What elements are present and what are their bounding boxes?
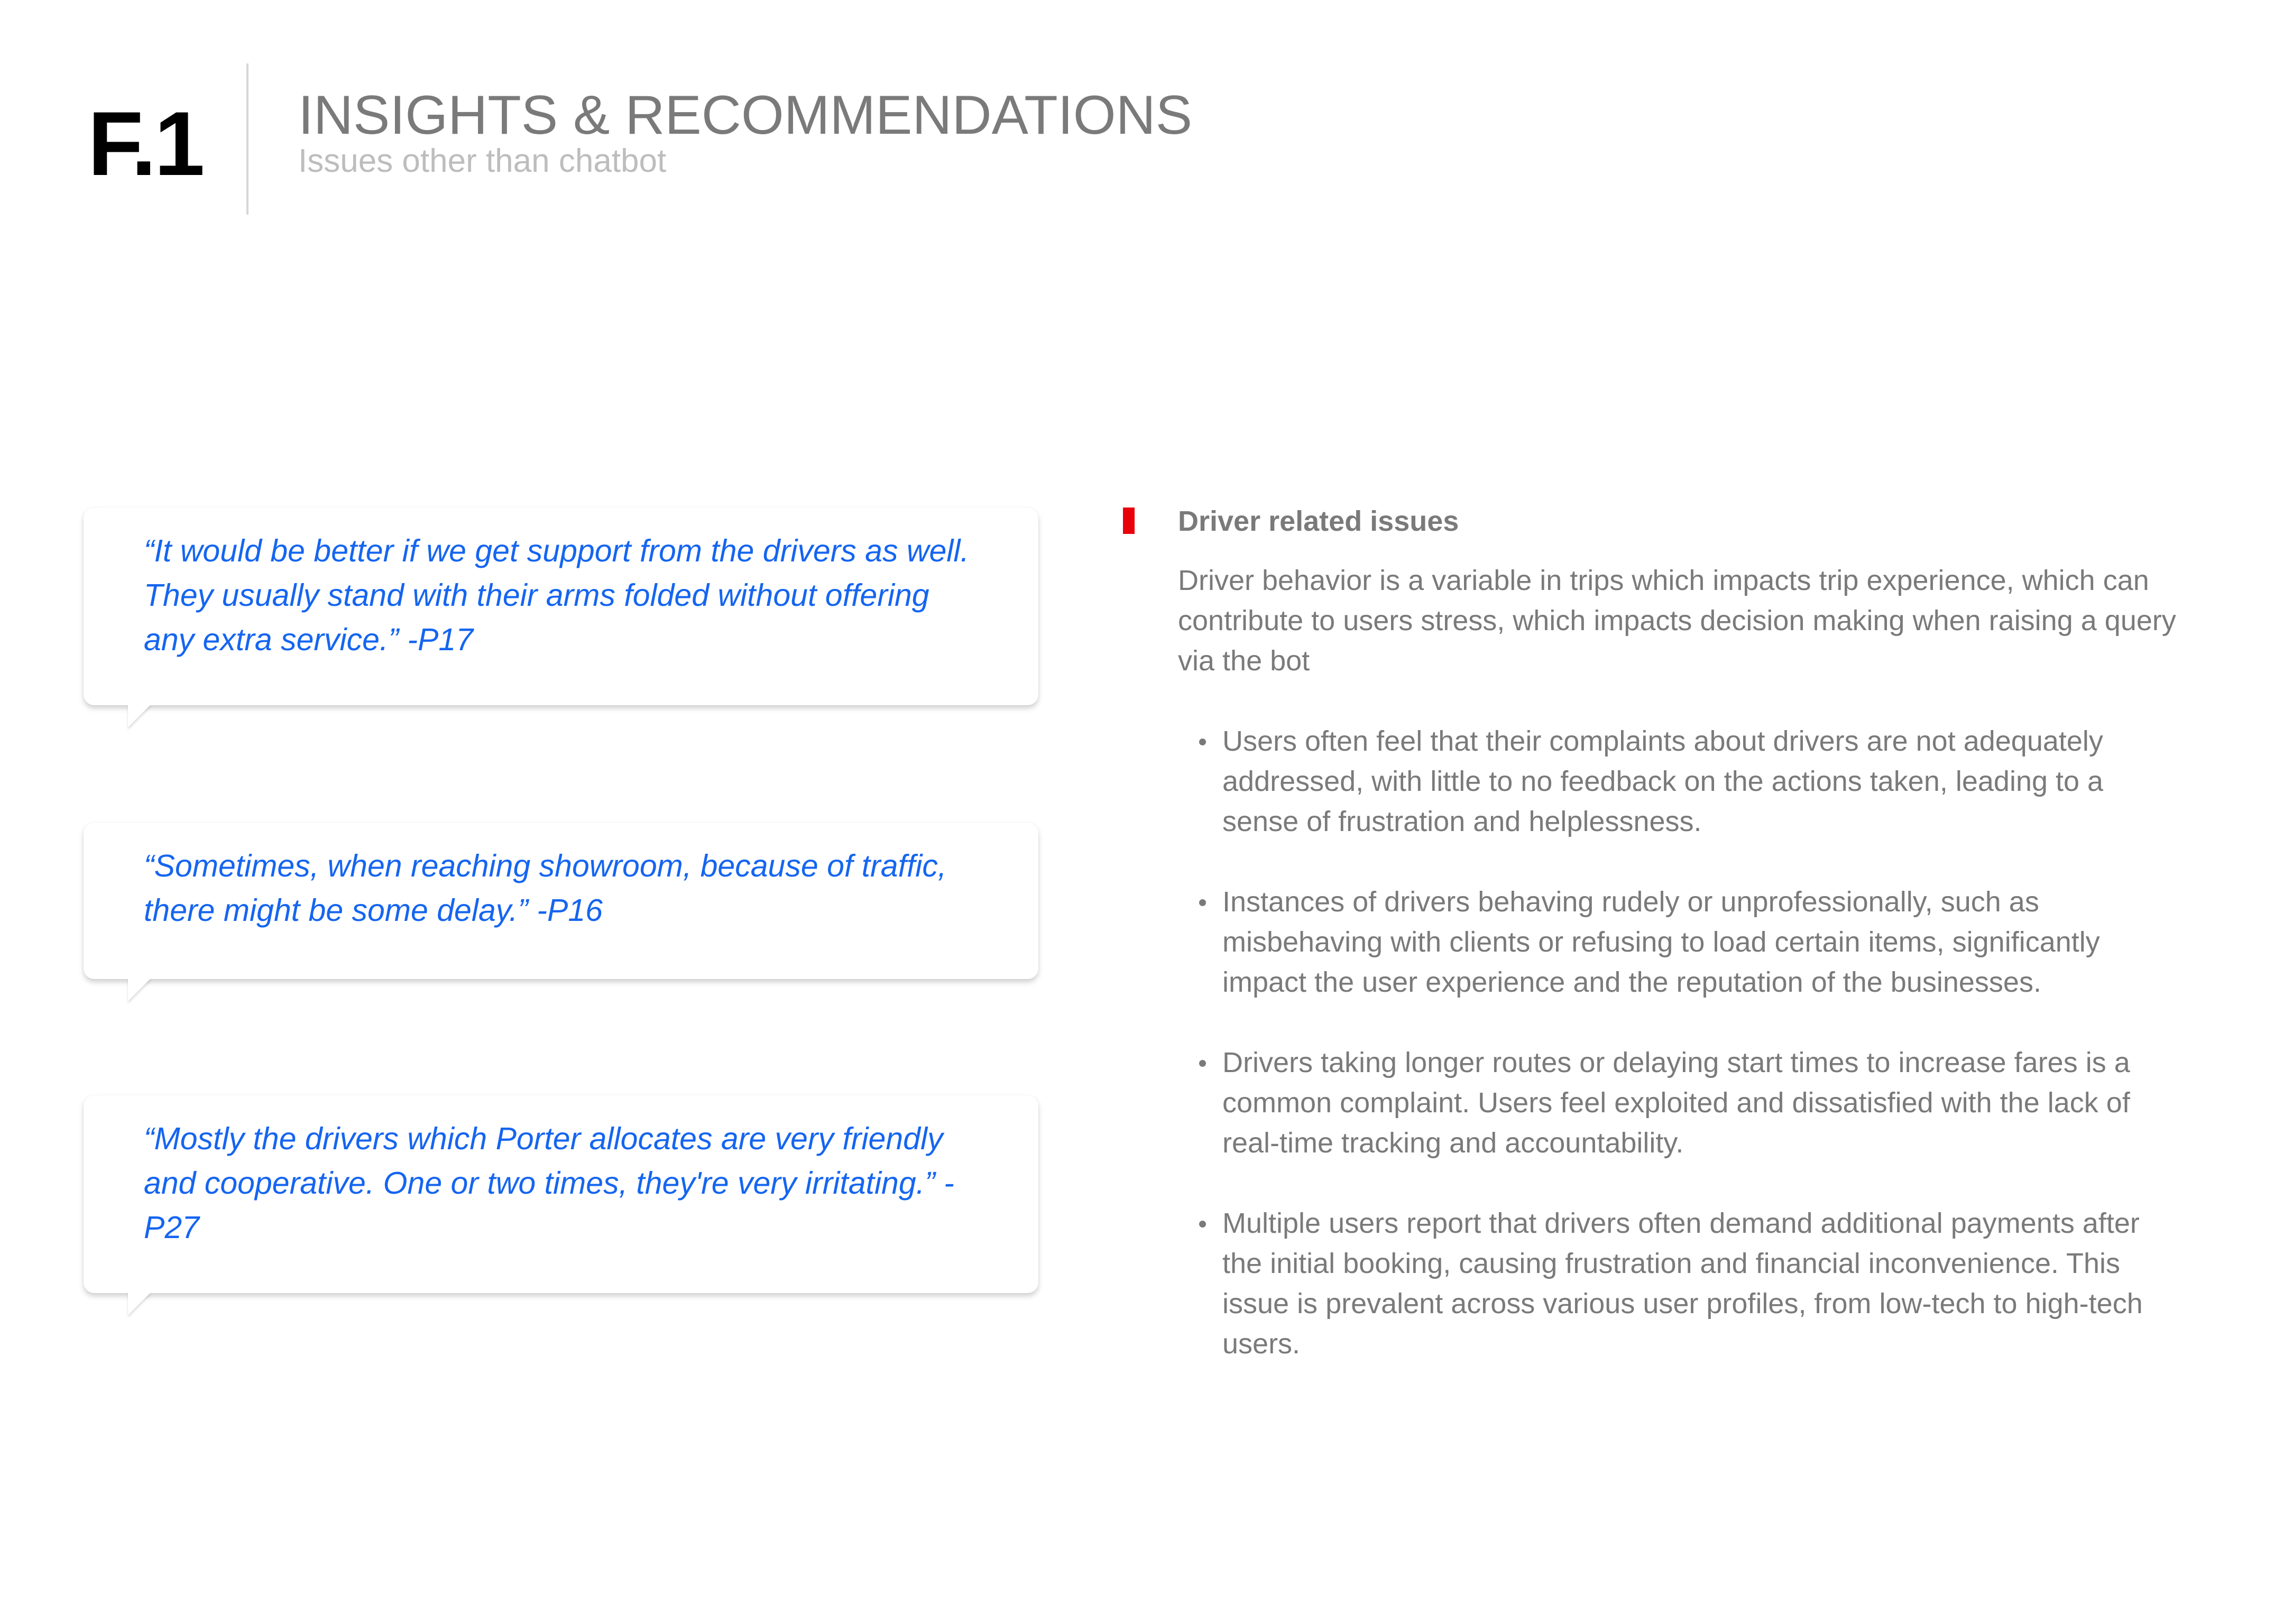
list-item bbox=[1178, 1042, 2182, 1163]
issue-heading: Driver related issues bbox=[1178, 505, 1459, 537]
quote-text: “Mostly the drivers which Porter allocates are very friendly and cooperative. One or two times, they're very irritating.” -P27 bbox=[144, 1121, 954, 1245]
bullet-icon bbox=[1199, 1060, 1206, 1067]
issue-points-list bbox=[1178, 721, 2182, 1404]
list-item-text: Users often feel that their complaints about drivers are not adequately addressed, with little to no feedback on the actions taken, leading to a sense of frustration and helplessness. bbox=[1222, 725, 2104, 837]
quote-bubble bbox=[84, 508, 1038, 705]
list-item-text: Drivers taking longer routes or delaying start times to increase fares is a common complaint. Users feel exploited and dissatisfied with the lack of real-time tracking and accountability. bbox=[1222, 1047, 2130, 1159]
quote-text: “It would be better if we get support from the drivers as well. They usually stand with their arms folded without offering any extra service.” -P17 bbox=[144, 533, 969, 657]
issue-marker bbox=[1123, 508, 1135, 534]
issue-intro: Driver behavior is a variable in trips which impacts trip experience, which can contribute to users stress, which impacts decision making when raising a query via the bot bbox=[1178, 565, 2176, 677]
list-item-text: Multiple users report that drivers often demand additional payments after the initial booking, causing frustration and financial inconvenience. This issue is prevalent across various user profiles, from low-tech to high-tech users. bbox=[1222, 1207, 2143, 1360]
bullet-icon bbox=[1199, 899, 1206, 906]
quote-bubble bbox=[84, 1095, 1038, 1293]
list-item-text: Instances of drivers behaving rudely or unprofessionally, such as misbehaving with clients or refusing to load certain items, significantly impact the user experience and the reputation of the businesses. bbox=[1222, 886, 2100, 998]
quote-bubble bbox=[84, 823, 1038, 979]
list-item bbox=[1178, 1203, 2182, 1364]
quote-text: “Sometimes, when reaching showroom, because of traffic, there might be some delay.” -P16 bbox=[144, 848, 947, 928]
list-item bbox=[1178, 721, 2182, 842]
page-subtitle: Issues other than chatbot bbox=[298, 143, 667, 179]
page-title: INSIGHTS & RECOMMENDATIONS bbox=[298, 85, 1193, 146]
bullet-icon bbox=[1199, 1221, 1206, 1228]
list-item bbox=[1178, 882, 2182, 1002]
bullet-icon bbox=[1199, 739, 1206, 745]
header-divider bbox=[246, 63, 248, 215]
section-id: F.1 bbox=[88, 93, 203, 195]
